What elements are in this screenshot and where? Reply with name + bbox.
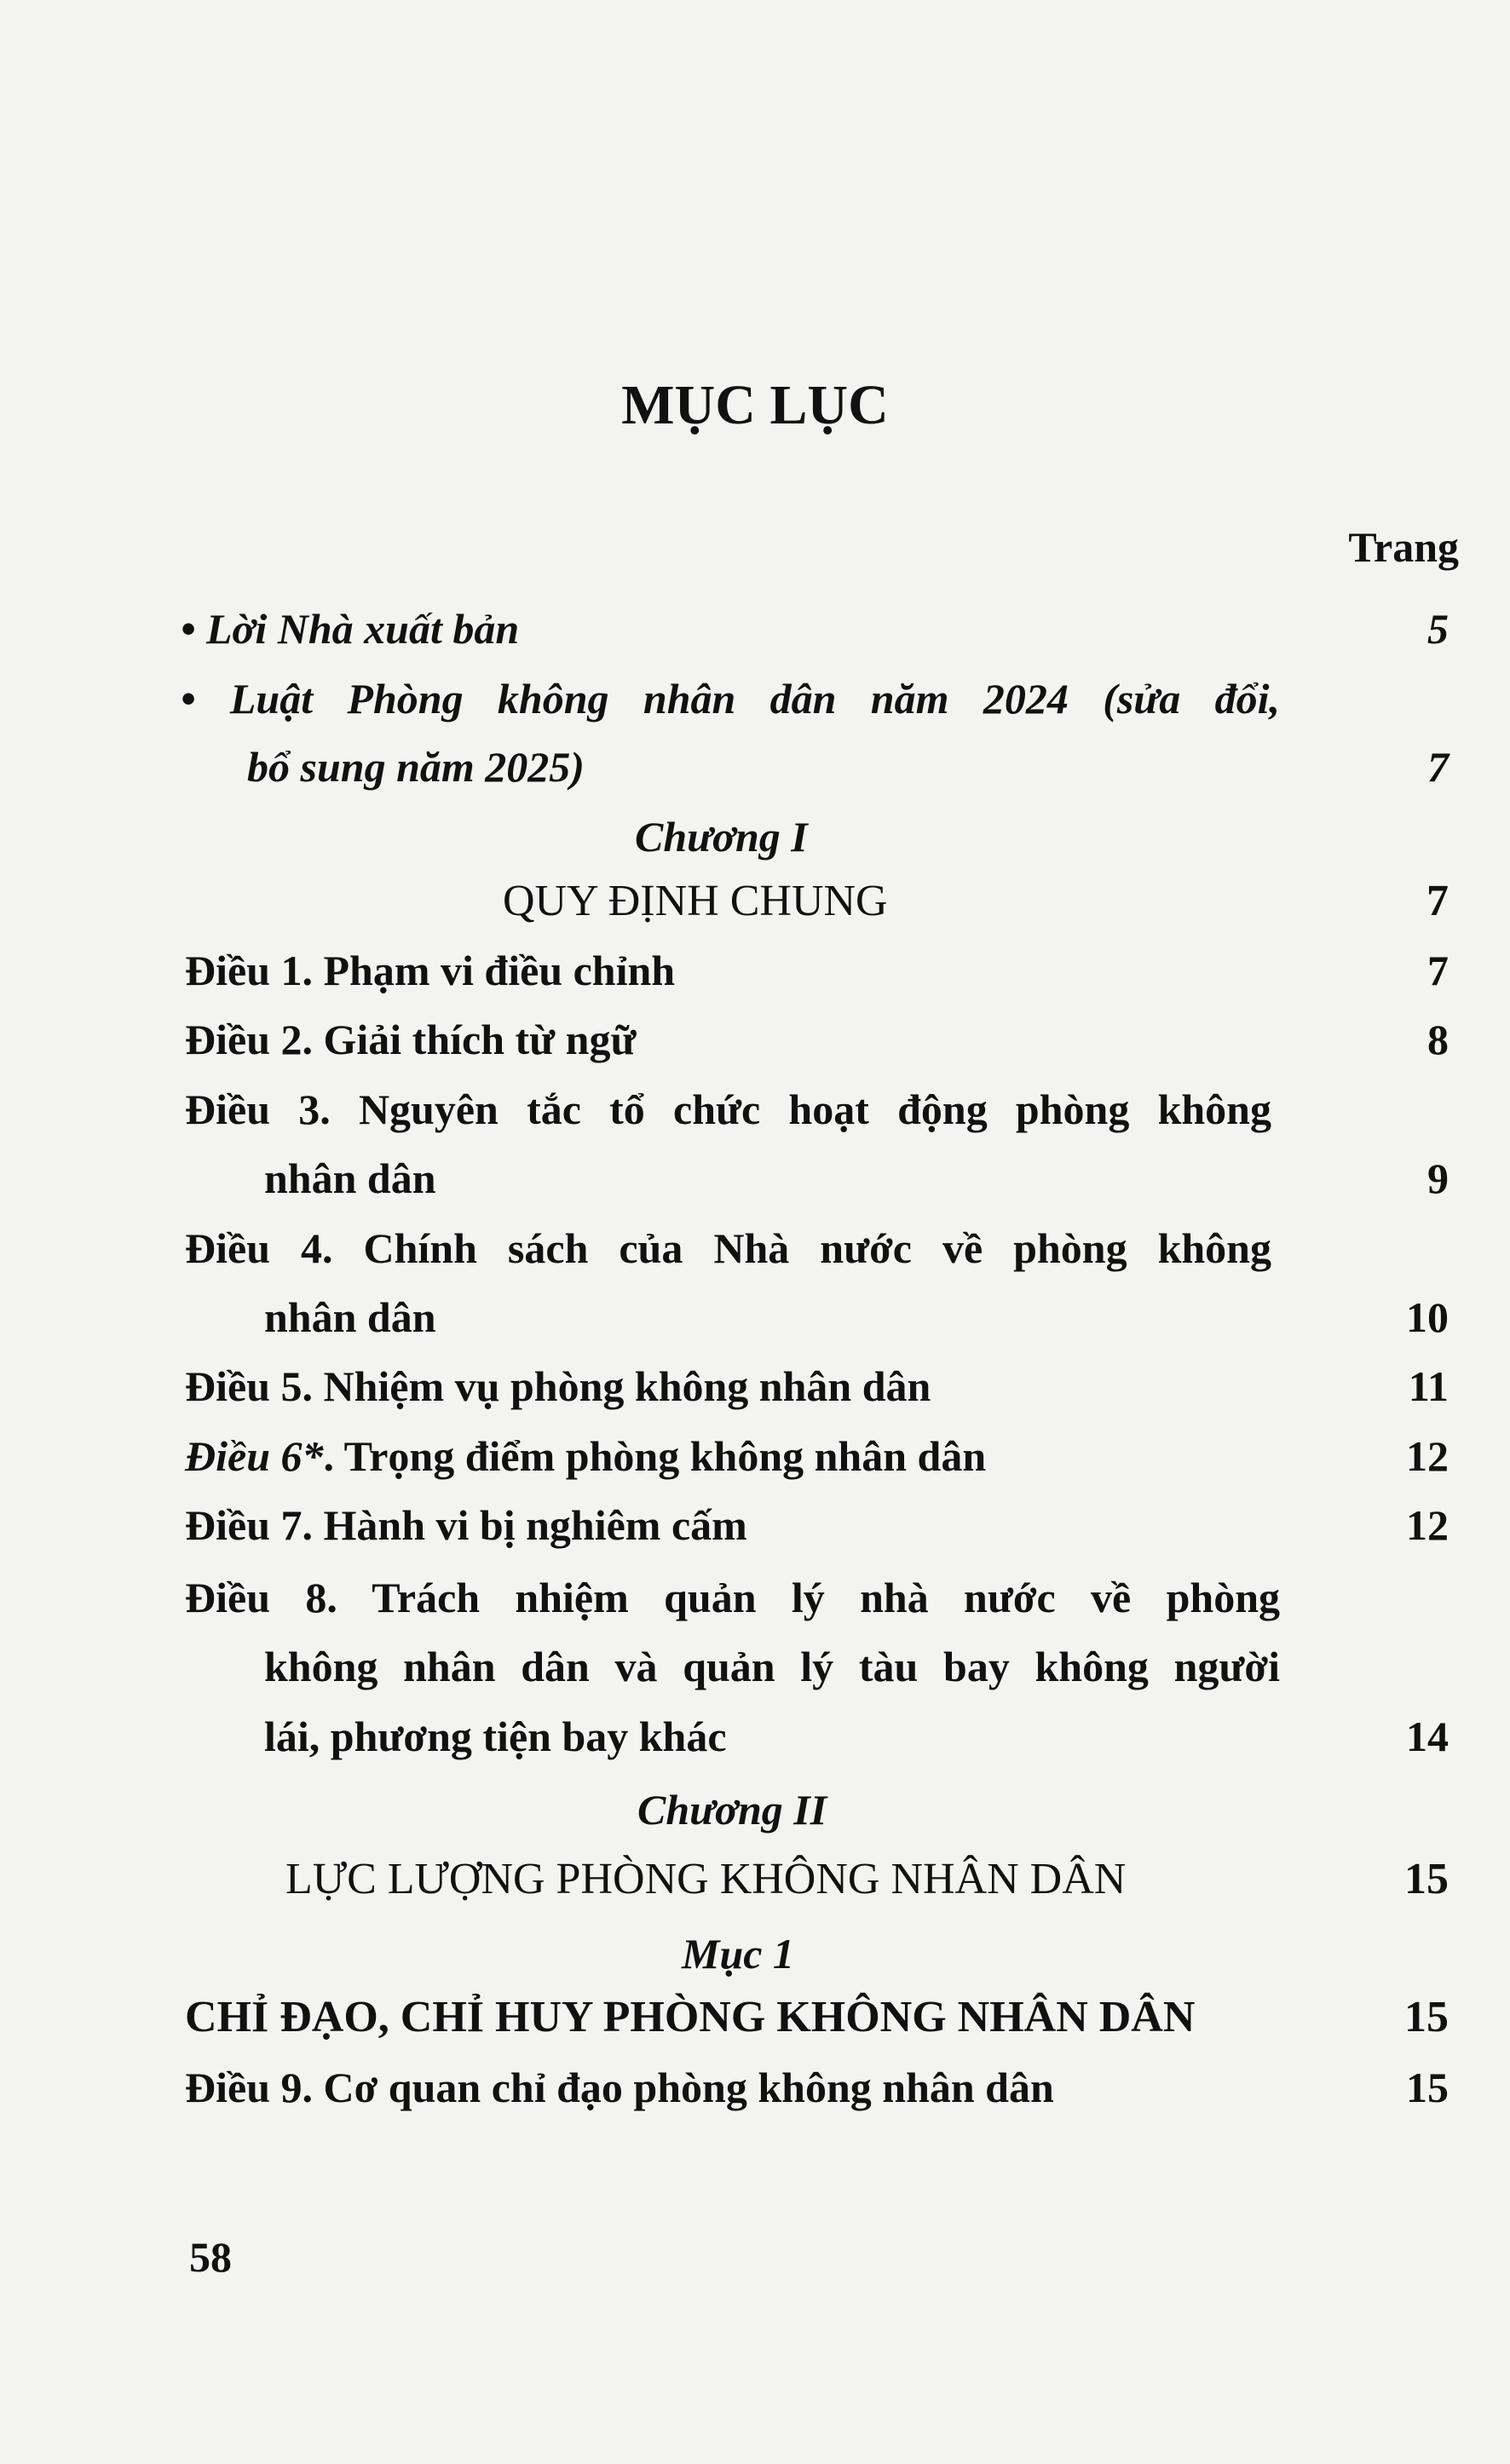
toc-entry-dieu-3[interactable]: Điều 3. Nguyên tắc tổ chức hoạt động phòng không bbox=[185, 1085, 1271, 1133]
toc-entry-dieu-2[interactable]: Điều 2. Giải thích từ ngữ 8 bbox=[185, 1016, 1449, 1063]
page-column-header: Trang bbox=[1348, 523, 1459, 571]
toc-entry-dieu-8-cont2[interactable]: lái, phương tiện bay khác 14 bbox=[264, 1713, 1449, 1760]
toc-entry-dieu-8-cont[interactable]: không nhân dân và quản lý tàu bay không người bbox=[264, 1643, 1280, 1690]
toc-entry-dieu-4[interactable]: Điều 4. Chính sách của Nhà nước về phòng không bbox=[185, 1224, 1271, 1272]
toc-entry-dieu-7[interactable]: Điều 7. Hành vi bị nghiêm cấm 12 bbox=[185, 1501, 1449, 1549]
toc-entry-law-cont[interactable]: bổ sung năm 2025) 7 bbox=[247, 743, 1449, 791]
toc-entry-dieu-8[interactable]: Điều 8. Trách nhiệm quản lý nhà nước về phòng bbox=[185, 1574, 1280, 1621]
page-number: 58 bbox=[189, 2233, 232, 2281]
toc-entry-dieu-1[interactable]: Điều 1. Phạm vi điều chỉnh 7 bbox=[185, 947, 1449, 994]
chapter-1-title[interactable]: QUY ĐỊNH CHUNG 7 bbox=[503, 877, 1449, 925]
toc-entry-dieu-4-cont[interactable]: nhân dân 10 bbox=[264, 1293, 1449, 1341]
toc-entry-preface[interactable]: • Lời Nhà xuất bản 5 bbox=[181, 605, 1449, 653]
toc-entry-dieu-3-cont[interactable]: nhân dân 9 bbox=[264, 1154, 1449, 1202]
toc-entry-dieu-6[interactable]: Điều 6*. Trọng điểm phòng không nhân dân 12 bbox=[185, 1432, 1449, 1480]
dieu-6-label: Điều 6* bbox=[185, 1432, 324, 1480]
section-1-title[interactable]: CHỈ ĐẠO, CHỈ HUY PHÒNG KHÔNG NHÂN DÂN 15 bbox=[185, 1993, 1449, 2041]
toc-entry-law[interactable]: • Luật Phòng không nhân dân năm 2024 (sửa đổi, bbox=[181, 675, 1280, 723]
toc-title: MỤC LỤC bbox=[621, 374, 889, 436]
toc-entry-dieu-9[interactable]: Điều 9. Cơ quan chỉ đạo phòng không nhân dân 15 bbox=[185, 2064, 1449, 2111]
chapter-2-title[interactable]: LỰC LƯỢNG PHÒNG KHÔNG NHÂN DÂN 15 bbox=[285, 1855, 1449, 1903]
section-1-label: Mục 1 bbox=[682, 1930, 794, 1978]
chapter-1-label: Chương I bbox=[635, 813, 808, 861]
chapter-2-label: Chương II bbox=[637, 1786, 827, 1834]
dieu-6-title: . Trọng điểm phòng không nhân dân bbox=[323, 1432, 987, 1480]
toc-entry-dieu-5[interactable]: Điều 5. Nhiệm vụ phòng không nhân dân 11 bbox=[185, 1362, 1449, 1410]
